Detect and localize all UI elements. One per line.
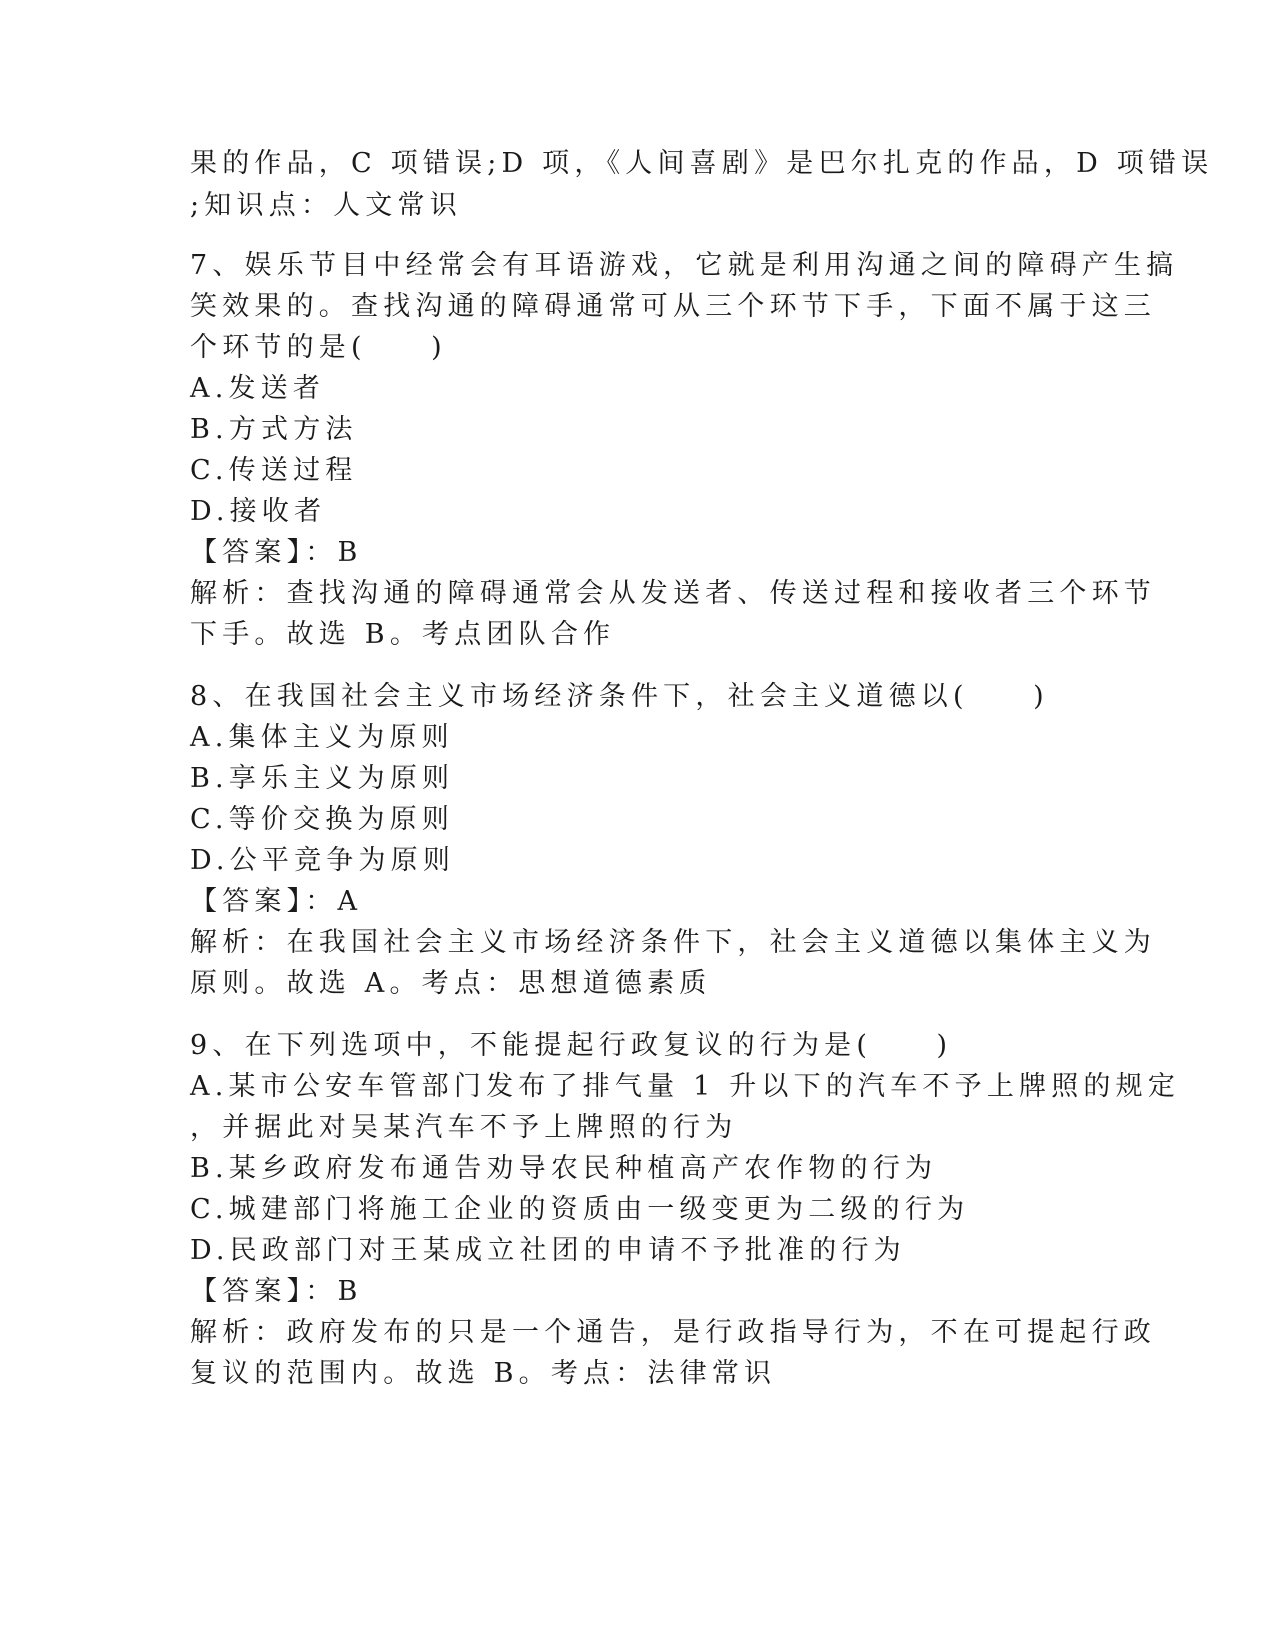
question-8-answer: 【答案】：A xyxy=(190,886,363,917)
question-7-option-d: D.接收者 xyxy=(190,496,327,527)
question-9-analysis: 解析：政府发布的只是一个通告，是行政指导行为，不在可提起行政 xyxy=(190,1317,1156,1348)
question-8-text: 8、在我国社会主义市场经济条件下，社会主义道德以( ) xyxy=(190,681,1049,712)
question-8-analysis: 原则。故选 A。考点：思想道德素质 xyxy=(190,968,712,999)
question-7-answer: 【答案】：B xyxy=(190,537,363,568)
question-9-option-c: C.城建部门将施工企业的资质由一级变更为二级的行为 xyxy=(190,1194,970,1225)
question-9-option-d: D.民政部门对王某成立社团的申请不予批准的行为 xyxy=(190,1235,906,1266)
question-9-answer: 【答案】：B xyxy=(190,1276,363,1307)
question-7-option-a: A.发送者 xyxy=(190,373,326,404)
question-7-text: 个环节的是( ) xyxy=(190,332,447,363)
question-7-text: 7、娱乐节目中经常会有耳语游戏，它就是利用沟通之间的障碍产生搞 xyxy=(190,250,1179,281)
text-line: ;知识点：人文常识 xyxy=(190,190,462,221)
question-7-analysis: 解析：查找沟通的障碍通常会从发送者、传送过程和接收者三个环节 xyxy=(190,578,1156,609)
question-7-text: 笑效果的。查找沟通的障碍通常可从三个环节下手，下面不属于这三 xyxy=(190,291,1156,322)
question-7-option-b: B.方式方法 xyxy=(190,414,358,445)
question-8-analysis: 解析：在我国社会主义市场经济条件下，社会主义道德以集体主义为 xyxy=(190,927,1156,958)
question-9-option-b: B.某乡政府发布通告劝导农民种植高产农作物的行为 xyxy=(190,1153,938,1184)
question-8-option-d: D.公平竞争为原则 xyxy=(190,845,456,876)
question-8-option-b: B.享乐主义为原则 xyxy=(190,763,455,794)
question-9-analysis: 复议的范围内。故选 B。考点：法律常识 xyxy=(190,1358,777,1389)
question-9-text: 9、在下列选项中，不能提起行政复议的行为是( ) xyxy=(190,1030,953,1061)
text-line: 果的作品，C 项错误;D 项，《人间喜剧》是巴尔扎克的作品，D 项错误 xyxy=(190,148,1214,179)
question-8-option-c: C.等价交换为原则 xyxy=(190,804,455,835)
question-7-option-c: C.传送过程 xyxy=(190,455,358,486)
question-9-option-a: ，并据此对吴某汽车不予上牌照的行为 xyxy=(190,1112,738,1143)
question-9-option-a: A.某市公安车管部门发布了排气量 1 升以下的汽车不予上牌照的规定 xyxy=(190,1071,1181,1102)
question-8-option-a: A.集体主义为原则 xyxy=(190,722,454,753)
question-7-analysis: 下手。故选 B。考点团队合作 xyxy=(190,619,616,650)
